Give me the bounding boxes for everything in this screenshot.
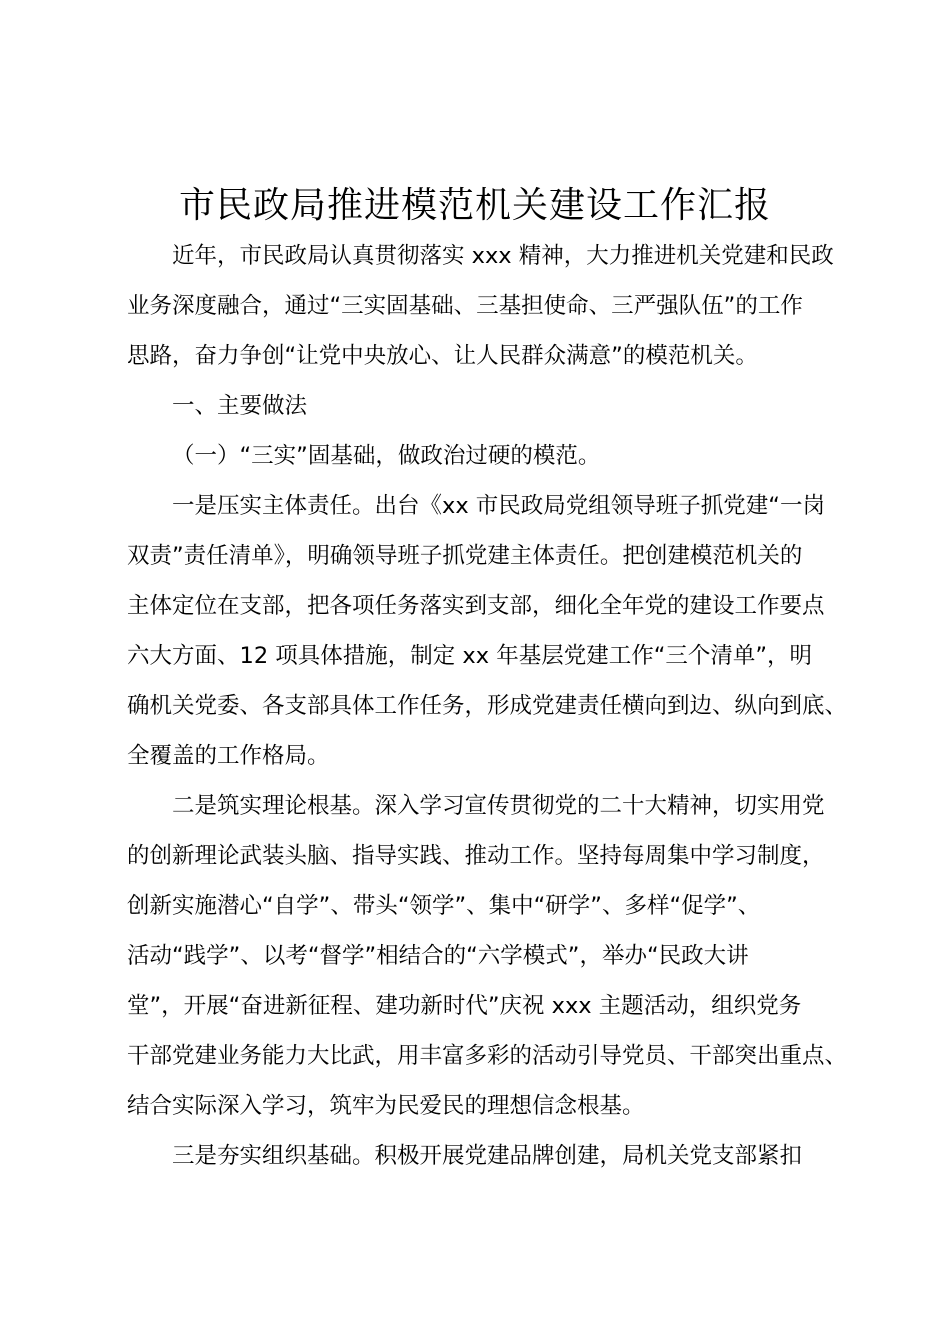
subsection-heading: （一）“三实”固基础，做政治过硬的模范。 — [172, 443, 601, 469]
paragraph-line: 近年，市民政局认真贯彻落实 xxx 精神，大力推进机关党建和民政 — [172, 243, 834, 269]
paragraph-line: 创新实施潜心“自学”、带头“领学”、集中“研学”、多样“促学”、 — [127, 893, 761, 919]
paragraph-line: 三是夯实组织基础。积极开展党建品牌创建，局机关党支部紧扣 — [172, 1143, 803, 1169]
paragraph-line: 双责”责任清单》，明确领导班子抓党建主体责任。把创建模范机关的 — [127, 543, 803, 569]
paragraph-line: 确机关党委、各支部具体工作任务，形成党建责任横向到边、纵向到底、 — [127, 693, 848, 719]
paragraph-line: 业务深度融合，通过“三实固基础、三基担使命、三严强队伍”的工作 — [127, 293, 803, 319]
paragraph-line: 活动“践学”、以考“督学”相结合的“六学模式”，举办“民政大讲 — [127, 943, 749, 969]
document-body — [127, 231, 847, 1181]
paragraph-line: 二是筑实理论根基。深入学习宣传贯彻党的二十大精神，切实用党 — [172, 793, 825, 819]
paragraph-line: 六大方面、12 项具体措施，制定 xx 年基层党建工作“三个清单”，明 — [127, 643, 813, 669]
paragraph-line: 一是压实主体责任。出台《xx 市民政局党组领导班子抓党建“一岗 — [172, 493, 825, 519]
document-title: 市民政局推进模范机关建设工作汇报 — [178, 185, 771, 226]
paragraph-line: 思路，奋力争创“让党中央放心、让人民群众满意”的模范机关。 — [127, 343, 758, 369]
paragraph-line: 全覆盖的工作格局。 — [127, 743, 330, 769]
paragraph-line: 结合实际深入学习，筑牢为民爱民的理想信念根基。 — [127, 1093, 645, 1119]
section-heading: 一、主要做法 — [172, 393, 308, 419]
paragraph-line: 主体定位在支部，把各项任务落实到支部，细化全年党的建设工作要点 — [127, 593, 825, 619]
paragraph-line: 干部党建业务能力大比武，用丰富多彩的活动引导党员、干部突出重点、 — [127, 1043, 848, 1069]
paragraph-line: 堂”，开展“奋进新征程、建功新时代”庆祝 xxx 主题活动，组织党务 — [127, 993, 802, 1019]
paragraph-line: 的创新理论武装头脑、指导实践、推动工作。坚持每周集中学习制度， — [127, 843, 825, 869]
